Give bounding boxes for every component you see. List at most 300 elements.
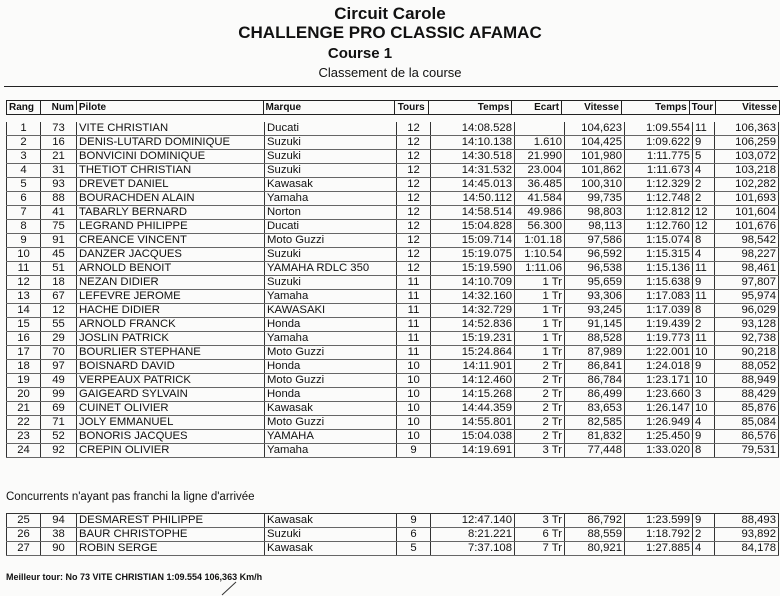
rank-cell: 22 (7, 416, 41, 430)
rider-cell: LEGRAND PHILIPPE (77, 220, 265, 234)
laps-cell: 12 (397, 150, 431, 164)
time-cell: 14:12.460 (431, 374, 515, 388)
speed-cell: 98,113 (565, 220, 625, 234)
speed-cell: 81,832 (565, 430, 625, 444)
rank-cell: 21 (7, 402, 41, 416)
best-lap-speed-cell: 98,227 (715, 248, 779, 262)
rank-cell: 7 (7, 206, 41, 220)
laps-cell: 10 (397, 430, 431, 444)
best-lap-speed-cell: 84,178 (715, 542, 779, 556)
rider-cell: BOISNARD DAVID (77, 360, 265, 374)
best-lap-time-cell: 1:23.599 (625, 514, 693, 528)
gap-cell: 23.004 (515, 164, 565, 178)
time-cell: 15:19.075 (431, 248, 515, 262)
best-lap-time-cell: 1:12.748 (625, 192, 693, 206)
time-cell: 14:30.518 (431, 150, 515, 164)
table-row (7, 248, 779, 262)
best-lap-time-cell: 1:33.020 (625, 444, 693, 458)
make-cell: Yamaha (265, 444, 397, 458)
laps-cell: 6 (397, 528, 431, 542)
rider-cell: JOLY EMMANUEL (77, 416, 265, 430)
gap-cell: 2 Tr (515, 388, 565, 402)
speed-cell: 104,623 (565, 122, 625, 136)
best-lap-time-cell: 1:11.673 (625, 164, 693, 178)
time-cell: 12:47.140 (431, 514, 515, 528)
best-lap-speed-cell: 85,876 (715, 402, 779, 416)
best-lap-number-cell: 4 (693, 416, 715, 430)
make-cell: Moto Guzzi (265, 374, 397, 388)
best-lap-speed-cell: 106,363 (715, 122, 779, 136)
table-row (7, 304, 779, 318)
rank-cell: 19 (7, 374, 41, 388)
race-title: Course 1 (327, 45, 393, 62)
column-header: Rang (7, 101, 41, 115)
rider-cell: LEFEVRE JEROME (77, 290, 265, 304)
rider-cell: DREVET DANIEL (77, 178, 265, 192)
time-cell: 14:11.901 (431, 360, 515, 374)
table-row (7, 346, 779, 360)
gap-cell: 1 Tr (515, 346, 565, 360)
best-lap-number-cell: 5 (693, 150, 715, 164)
column-header: Marque (263, 101, 394, 115)
time-cell: 7:37.108 (431, 542, 515, 556)
column-header: Temps (428, 101, 512, 115)
best-lap-speed-cell: 96,029 (715, 304, 779, 318)
laps-cell: 12 (397, 136, 431, 150)
best-lap-number-cell: 2 (693, 528, 715, 542)
speed-cell: 86,499 (565, 388, 625, 402)
time-cell: 14:55.801 (431, 416, 515, 430)
number-cell: 93 (41, 178, 77, 192)
gap-cell: 2 Tr (515, 374, 565, 388)
laps-cell: 12 (397, 206, 431, 220)
laps-cell: 11 (397, 290, 431, 304)
rider-cell: ARNOLD FRANCK (77, 318, 265, 332)
best-lap-number-cell: 12 (693, 206, 715, 220)
rider-cell: DENIS-LUTARD DOMINIQUE (77, 136, 265, 150)
gap-cell: 2 Tr (515, 402, 565, 416)
rank-cell: 2 (7, 136, 41, 150)
speed-cell: 101,862 (565, 164, 625, 178)
rank-cell: 13 (7, 290, 41, 304)
best-lap-number-cell: 3 (693, 388, 715, 402)
table-row (7, 150, 779, 164)
rider-cell: DESMAREST PHILIPPE (77, 514, 265, 528)
time-cell: 15:19.590 (431, 262, 515, 276)
rank-cell: 18 (7, 360, 41, 374)
speed-cell: 97,586 (565, 234, 625, 248)
best-lap-speed-cell: 88,949 (715, 374, 779, 388)
table-row (7, 192, 779, 206)
column-header: Vitesse (562, 101, 622, 115)
number-cell: 49 (41, 374, 77, 388)
best-lap-time-cell: 1:15.315 (625, 248, 693, 262)
make-cell: Kawasak (265, 178, 397, 192)
number-cell: 45 (41, 248, 77, 262)
make-cell: Suzuki (265, 276, 397, 290)
make-cell: Moto Guzzi (265, 234, 397, 248)
rider-cell: JOSLIN PATRICK (77, 332, 265, 346)
rank-cell: 8 (7, 220, 41, 234)
best-lap-time-cell: 1:12.329 (625, 178, 693, 192)
make-cell: Suzuki (265, 248, 397, 262)
rank-cell: 27 (7, 542, 41, 556)
laps-cell: 12 (397, 262, 431, 276)
best-lap-time-cell: 1:12.812 (625, 206, 693, 220)
best-lap-speed-cell: 103,072 (715, 150, 779, 164)
number-cell: 69 (41, 402, 77, 416)
best-lap-number-cell: 2 (693, 192, 715, 206)
laps-cell: 10 (397, 374, 431, 388)
best-lap-time-cell: 1:15.074 (625, 234, 693, 248)
best-lap-speed-cell: 101,676 (715, 220, 779, 234)
laps-cell: 11 (397, 332, 431, 346)
table-row (7, 122, 779, 136)
make-cell: Suzuki (265, 528, 397, 542)
best-lap-speed-cell: 79,531 (715, 444, 779, 458)
best-lap-speed-cell: 95,974 (715, 290, 779, 304)
best-lap-time-cell: 1:11.775 (625, 150, 693, 164)
rank-cell: 25 (7, 514, 41, 528)
best-lap-time-cell: 1:23.660 (625, 388, 693, 402)
best-lap-number-cell: 9 (693, 136, 715, 150)
make-cell: Suzuki (265, 136, 397, 150)
rank-cell: 23 (7, 430, 41, 444)
gap-cell: 41.584 (515, 192, 565, 206)
gap-cell: 6 Tr (515, 528, 565, 542)
gap-cell: 1 Tr (515, 332, 565, 346)
number-cell: 92 (41, 444, 77, 458)
number-cell: 99 (41, 388, 77, 402)
rider-cell: BONORIS JACQUES (77, 430, 265, 444)
speed-cell: 96,538 (565, 262, 625, 276)
make-cell: Yamaha (265, 192, 397, 206)
number-cell: 55 (41, 318, 77, 332)
table-row (7, 206, 779, 220)
best-lap-number-cell: 8 (693, 234, 715, 248)
best-lap-number-cell: 11 (693, 290, 715, 304)
table-row (7, 220, 779, 234)
best-lap-number-cell: 9 (693, 430, 715, 444)
best-lap-time-cell: 1:24.018 (625, 360, 693, 374)
time-cell: 14:32.729 (431, 304, 515, 318)
table-row (7, 234, 779, 248)
speed-cell: 80,921 (565, 542, 625, 556)
table-row (7, 444, 779, 458)
gap-cell: 1 Tr (515, 318, 565, 332)
number-cell: 51 (41, 262, 77, 276)
number-cell: 73 (41, 122, 77, 136)
rank-cell: 12 (7, 276, 41, 290)
make-cell: Moto Guzzi (265, 346, 397, 360)
best-lap-number-cell: 8 (693, 304, 715, 318)
best-lap-time-cell: 1:18.792 (625, 528, 693, 542)
laps-cell: 11 (397, 318, 431, 332)
rider-cell: CREPIN OLIVIER (77, 444, 265, 458)
circuit-title: Circuit Carole (334, 4, 446, 23)
best-lap-number-cell: 4 (693, 248, 715, 262)
rank-cell: 11 (7, 262, 41, 276)
best-lap-number-cell: 4 (693, 164, 715, 178)
best-lap-speed-cell: 93,128 (715, 318, 779, 332)
number-cell: 38 (41, 528, 77, 542)
best-lap-number-cell: 11 (693, 262, 715, 276)
laps-cell: 10 (397, 402, 431, 416)
speed-cell: 88,559 (565, 528, 625, 542)
column-header: Temps (621, 101, 689, 115)
number-cell: 52 (41, 430, 77, 444)
best-lap-speed-cell: 98,461 (715, 262, 779, 276)
table-row (7, 388, 779, 402)
best-lap-time-cell: 1:22.001 (625, 346, 693, 360)
best-lap-speed-cell: 92,738 (715, 332, 779, 346)
best-lap-time-cell: 1:19.773 (625, 332, 693, 346)
non-finishers-note: Concurrents n'ayant pas franchi la ligne d'arrivée (6, 491, 255, 503)
rider-cell: GAIGEARD SYLVAIN (77, 388, 265, 402)
rider-cell: VERPEAUX PATRICK (77, 374, 265, 388)
best-lap-number-cell: 2 (693, 318, 715, 332)
best-lap-number-cell: 10 (693, 374, 715, 388)
make-cell: Honda (265, 388, 397, 402)
gap-cell: 1 Tr (515, 304, 565, 318)
best-lap-number-cell: 12 (693, 220, 715, 234)
make-cell: Honda (265, 318, 397, 332)
gap-cell: 1:01.18 (515, 234, 565, 248)
gap-cell: 36.485 (515, 178, 565, 192)
rider-cell: NEZAN DIDIER (77, 276, 265, 290)
make-cell: Honda (265, 360, 397, 374)
number-cell: 12 (41, 304, 77, 318)
table-row (7, 542, 779, 556)
laps-cell: 9 (397, 514, 431, 528)
best-lap-number-cell: 11 (693, 122, 715, 136)
rank-cell: 6 (7, 192, 41, 206)
best-lap-number-cell: 9 (693, 276, 715, 290)
rank-cell: 20 (7, 388, 41, 402)
table-row (7, 262, 779, 276)
best-lap-time-cell: 1:17.083 (625, 290, 693, 304)
number-cell: 88 (41, 192, 77, 206)
gap-cell: 3 Tr (515, 444, 565, 458)
speed-cell: 95,659 (565, 276, 625, 290)
laps-cell: 12 (397, 192, 431, 206)
rider-cell: CREANCE VINCENT (77, 234, 265, 248)
time-cell: 14:50.112 (431, 192, 515, 206)
laps-cell: 12 (397, 248, 431, 262)
number-cell: 41 (41, 206, 77, 220)
best-lap-speed-cell: 88,052 (715, 360, 779, 374)
rider-cell: ARNOLD BENOIT (77, 262, 265, 276)
event-title: CHALLENGE PRO CLASSIC AFAMAC (238, 23, 542, 42)
rank-cell: 9 (7, 234, 41, 248)
time-cell: 15:04.828 (431, 220, 515, 234)
laps-cell: 12 (397, 178, 431, 192)
laps-cell: 10 (397, 388, 431, 402)
best-lap-number-cell: 2 (693, 178, 715, 192)
rank-cell: 16 (7, 332, 41, 346)
gap-cell: 2 Tr (515, 360, 565, 374)
rider-cell: ROBIN SERGE (77, 542, 265, 556)
laps-cell: 12 (397, 234, 431, 248)
speed-cell: 99,735 (565, 192, 625, 206)
column-header: Tour (689, 101, 715, 115)
best-lap-time-cell: 1:15.136 (625, 262, 693, 276)
time-cell: 14:10.138 (431, 136, 515, 150)
rider-cell: CUINET OLIVIER (77, 402, 265, 416)
table-row (7, 360, 779, 374)
time-cell: 14:31.532 (431, 164, 515, 178)
make-cell: Yamaha (265, 290, 397, 304)
rank-cell: 3 (7, 150, 41, 164)
table-row (7, 276, 779, 290)
speed-cell: 88,528 (565, 332, 625, 346)
non-finishers-table (6, 513, 779, 556)
table-row (7, 164, 779, 178)
rank-cell: 15 (7, 318, 41, 332)
rank-cell: 1 (7, 122, 41, 136)
pen-stroke-mark (218, 580, 248, 596)
table-row (7, 402, 779, 416)
rank-cell: 24 (7, 444, 41, 458)
speed-cell: 96,592 (565, 248, 625, 262)
page-subtitle: Classement de la course (318, 65, 462, 80)
best-lap-speed-cell: 85,084 (715, 416, 779, 430)
gap-cell: 7 Tr (515, 542, 565, 556)
table-row (7, 416, 779, 430)
best-lap-speed-cell: 90,218 (715, 346, 779, 360)
laps-cell: 9 (397, 444, 431, 458)
time-cell: 14:10.709 (431, 276, 515, 290)
time-cell: 14:08.528 (431, 122, 515, 136)
speed-cell: 82,585 (565, 416, 625, 430)
best-lap-speed-cell: 86,576 (715, 430, 779, 444)
header-rule (4, 86, 778, 87)
column-header: Tours (394, 101, 428, 115)
best-lap-number-cell: 11 (693, 332, 715, 346)
best-lap-time-cell: 1:15.638 (625, 276, 693, 290)
speed-cell: 104,425 (565, 136, 625, 150)
best-lap-time-cell: 1:26.147 (625, 402, 693, 416)
results-table (6, 122, 779, 458)
best-lap-line: Meilleur tour: No 73 VITE CHRISTIAN 1:09.554 106,363 Km/h (6, 572, 263, 582)
rank-cell: 10 (7, 248, 41, 262)
laps-cell: 12 (397, 122, 431, 136)
time-cell: 15:09.714 (431, 234, 515, 248)
gap-cell: 2 Tr (515, 416, 565, 430)
gap-cell: 1.610 (515, 136, 565, 150)
speed-cell: 86,841 (565, 360, 625, 374)
best-lap-number-cell: 10 (693, 402, 715, 416)
gap-cell: 49.986 (515, 206, 565, 220)
number-cell: 91 (41, 234, 77, 248)
number-cell: 70 (41, 346, 77, 360)
table-row (7, 332, 779, 346)
make-cell: Kawasak (265, 542, 397, 556)
best-lap-speed-cell: 98,542 (715, 234, 779, 248)
table-row (7, 178, 779, 192)
number-cell: 29 (41, 332, 77, 346)
rank-cell: 26 (7, 528, 41, 542)
speed-cell: 87,989 (565, 346, 625, 360)
gap-cell: 56.300 (515, 220, 565, 234)
speed-cell: 77,448 (565, 444, 625, 458)
speed-cell: 86,792 (565, 514, 625, 528)
laps-cell: 5 (397, 542, 431, 556)
time-cell: 14:52.836 (431, 318, 515, 332)
table-row (7, 528, 779, 542)
make-cell: Ducati (265, 220, 397, 234)
number-cell: 18 (41, 276, 77, 290)
speed-cell: 93,306 (565, 290, 625, 304)
speed-cell: 83,653 (565, 402, 625, 416)
laps-cell: 12 (397, 220, 431, 234)
rider-cell: BOURACHDEN ALAIN (77, 192, 265, 206)
column-header: Vitesse (716, 101, 780, 115)
rider-cell: BOURLIER STEPHANE (77, 346, 265, 360)
make-cell: Kawasak (265, 402, 397, 416)
make-cell: Ducati (265, 122, 397, 136)
best-lap-time-cell: 1:23.171 (625, 374, 693, 388)
speed-cell: 91,145 (565, 318, 625, 332)
number-cell: 67 (41, 290, 77, 304)
make-cell: KAWASAKI (265, 304, 397, 318)
table-row (7, 290, 779, 304)
gap-cell: 1:11.06 (515, 262, 565, 276)
best-lap-time-cell: 1:09.554 (625, 122, 693, 136)
gap-cell (515, 122, 565, 136)
time-cell: 14:58.514 (431, 206, 515, 220)
rank-cell: 5 (7, 178, 41, 192)
gap-cell: 3 Tr (515, 514, 565, 528)
table-row (7, 136, 779, 150)
rank-cell: 17 (7, 346, 41, 360)
rider-cell: HACHE DIDIER (77, 304, 265, 318)
make-cell: Yamaha (265, 332, 397, 346)
time-cell: 15:24.864 (431, 346, 515, 360)
number-cell: 16 (41, 136, 77, 150)
best-lap-speed-cell: 93,892 (715, 528, 779, 542)
rider-cell: VITE CHRISTIAN (77, 122, 265, 136)
laps-cell: 11 (397, 276, 431, 290)
speed-cell: 98,803 (565, 206, 625, 220)
rider-cell: DANZER JACQUES (77, 248, 265, 262)
rank-cell: 4 (7, 164, 41, 178)
time-cell: 14:44.359 (431, 402, 515, 416)
column-header: Num (40, 101, 76, 115)
best-lap-number-cell: 4 (693, 542, 715, 556)
gap-cell: 21.990 (515, 150, 565, 164)
best-lap-time-cell: 1:09.622 (625, 136, 693, 150)
time-cell: 15:19.231 (431, 332, 515, 346)
time-cell: 14:19.691 (431, 444, 515, 458)
speed-cell: 93,245 (565, 304, 625, 318)
laps-cell: 11 (397, 304, 431, 318)
number-cell: 71 (41, 416, 77, 430)
best-lap-time-cell: 1:25.450 (625, 430, 693, 444)
table-row (7, 374, 779, 388)
make-cell: YAMAHA (265, 430, 397, 444)
best-lap-speed-cell: 88,429 (715, 388, 779, 402)
laps-cell: 11 (397, 346, 431, 360)
gap-cell: 2 Tr (515, 430, 565, 444)
table-row (7, 318, 779, 332)
make-cell: Kawasak (265, 514, 397, 528)
make-cell: Moto Guzzi (265, 416, 397, 430)
number-cell: 90 (41, 542, 77, 556)
rider-cell: BONVICINI DOMINIQUE (77, 150, 265, 164)
best-lap-number-cell: 8 (693, 444, 715, 458)
table-row (7, 430, 779, 444)
